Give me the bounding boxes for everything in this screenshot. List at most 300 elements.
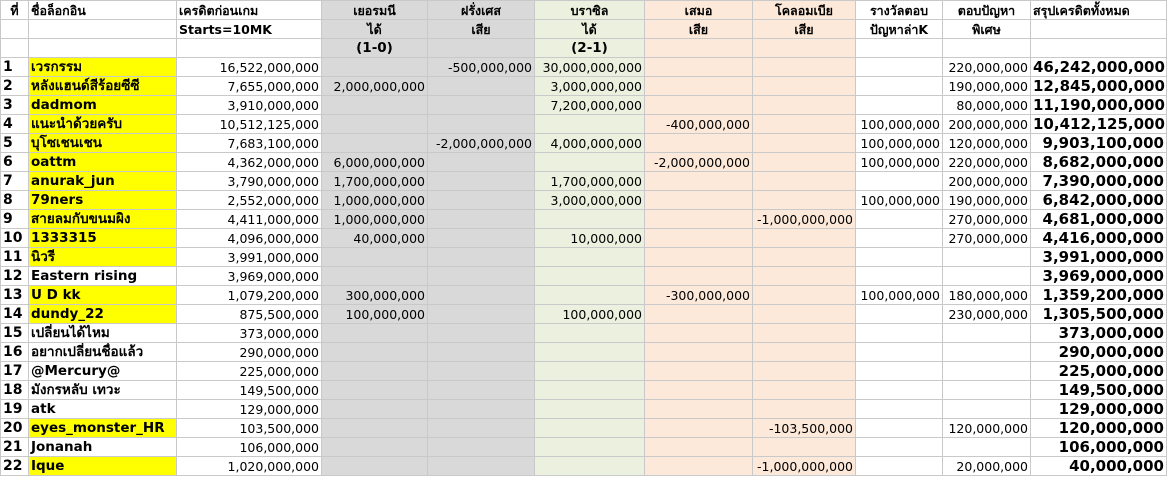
table-row bbox=[1, 58, 1167, 77]
cell-total[interactable]: 46,242,000,000 bbox=[1031, 58, 1167, 77]
header-draw-result: เสีย bbox=[645, 20, 753, 39]
cell-index[interactable]: 7 bbox=[1, 172, 29, 191]
cell-total[interactable]: 6,842,000,000 bbox=[1031, 191, 1167, 210]
cell-germany[interactable]: 1,700,000,000 bbox=[322, 172, 428, 191]
cell-colombia[interactable] bbox=[753, 267, 856, 286]
cell-brazil[interactable] bbox=[535, 324, 645, 343]
cell-login-name[interactable]: Jonanah bbox=[29, 438, 177, 457]
cell-draw[interactable] bbox=[645, 419, 753, 438]
cell-total[interactable]: 3,969,000,000 bbox=[1031, 267, 1167, 286]
cell-start-credit[interactable]: 106,000,000 bbox=[177, 438, 322, 457]
cell-colombia[interactable] bbox=[753, 58, 856, 77]
cell-login-name[interactable]: อยากเปลี่ยนชื่อแล้ว bbox=[29, 343, 177, 362]
cell-index[interactable]: 1 bbox=[1, 58, 29, 77]
cell-germany[interactable] bbox=[322, 457, 428, 476]
cell-france[interactable] bbox=[428, 343, 535, 362]
cell-start-credit[interactable]: 3,991,000,000 bbox=[177, 248, 322, 267]
cell-index[interactable]: 6 bbox=[1, 153, 29, 172]
cell-draw[interactable] bbox=[645, 229, 753, 248]
cell-brazil[interactable] bbox=[535, 153, 645, 172]
cell-germany[interactable] bbox=[322, 96, 428, 115]
header-germany-result: ได้ bbox=[322, 20, 428, 39]
cell-germany[interactable]: 6,000,000,000 bbox=[322, 153, 428, 172]
cell-colombia[interactable]: -1,000,000,000 bbox=[753, 210, 856, 229]
cell-colombia[interactable] bbox=[753, 172, 856, 191]
header-brazil-score: (2-1) bbox=[535, 39, 645, 58]
cell-draw[interactable] bbox=[645, 457, 753, 476]
cell-germany[interactable] bbox=[322, 343, 428, 362]
cell-total[interactable]: 1,359,200,000 bbox=[1031, 286, 1167, 305]
cell-france[interactable] bbox=[428, 77, 535, 96]
cell-total[interactable]: 129,000,000 bbox=[1031, 400, 1167, 419]
cell-index[interactable]: 8 bbox=[1, 191, 29, 210]
cell-reward[interactable]: 100,000,000 bbox=[856, 115, 943, 134]
cell-login-name[interactable]: บุโซเชนเชน bbox=[29, 134, 177, 153]
cell-special[interactable] bbox=[943, 343, 1031, 362]
cell-colombia[interactable] bbox=[753, 96, 856, 115]
cell-total[interactable]: 120,000,000 bbox=[1031, 419, 1167, 438]
cell-total[interactable]: 373,000,000 bbox=[1031, 324, 1167, 343]
cell-france[interactable] bbox=[428, 115, 535, 134]
table-row bbox=[1, 115, 1167, 134]
cell-brazil[interactable]: 3,000,000,000 bbox=[535, 77, 645, 96]
cell-draw[interactable] bbox=[645, 381, 753, 400]
table-row bbox=[1, 438, 1167, 457]
cell-special[interactable] bbox=[943, 362, 1031, 381]
cell-start-credit[interactable]: 103,500,000 bbox=[177, 419, 322, 438]
cell-germany[interactable]: 40,000,000 bbox=[322, 229, 428, 248]
header-empty bbox=[943, 39, 1031, 58]
cell-login-name[interactable]: เปลี่ยนได้ไหม bbox=[29, 324, 177, 343]
cell-germany[interactable] bbox=[322, 419, 428, 438]
cell-germany[interactable]: 1,000,000,000 bbox=[322, 210, 428, 229]
cell-draw[interactable] bbox=[645, 362, 753, 381]
header-start-credit: เครดิตก่อนเกม bbox=[177, 1, 322, 20]
cell-brazil[interactable] bbox=[535, 362, 645, 381]
cell-france[interactable] bbox=[428, 286, 535, 305]
cell-reward[interactable] bbox=[856, 457, 943, 476]
cell-index[interactable]: 4 bbox=[1, 115, 29, 134]
table-row bbox=[1, 381, 1167, 400]
cell-draw[interactable] bbox=[645, 324, 753, 343]
cell-total[interactable]: 8,682,000,000 bbox=[1031, 153, 1167, 172]
cell-colombia[interactable] bbox=[753, 77, 856, 96]
cell-germany[interactable] bbox=[322, 400, 428, 419]
cell-special[interactable]: 270,000,000 bbox=[943, 210, 1031, 229]
cell-colombia[interactable] bbox=[753, 248, 856, 267]
cell-start-credit[interactable]: 290,000,000 bbox=[177, 343, 322, 362]
cell-total[interactable]: 3,991,000,000 bbox=[1031, 248, 1167, 267]
cell-start-credit[interactable]: 373,000,000 bbox=[177, 324, 322, 343]
cell-draw[interactable] bbox=[645, 438, 753, 457]
cell-start-credit[interactable]: 4,411,000,000 bbox=[177, 210, 322, 229]
cell-france[interactable] bbox=[428, 248, 535, 267]
cell-draw[interactable] bbox=[645, 343, 753, 362]
cell-special[interactable]: 190,000,000 bbox=[943, 77, 1031, 96]
header-row-2 bbox=[1, 20, 1167, 39]
cell-germany[interactable]: 100,000,000 bbox=[322, 305, 428, 324]
cell-germany[interactable] bbox=[322, 362, 428, 381]
cell-colombia[interactable] bbox=[753, 381, 856, 400]
cell-france[interactable] bbox=[428, 153, 535, 172]
cell-special[interactable] bbox=[943, 381, 1031, 400]
cell-total[interactable]: 225,000,000 bbox=[1031, 362, 1167, 381]
cell-total[interactable]: 40,000,000 bbox=[1031, 457, 1167, 476]
cell-draw[interactable]: -300,000,000 bbox=[645, 286, 753, 305]
cell-brazil[interactable] bbox=[535, 248, 645, 267]
cell-colombia[interactable] bbox=[753, 438, 856, 457]
cell-brazil[interactable]: 3,000,000,000 bbox=[535, 191, 645, 210]
cell-total[interactable]: 11,190,000,000 bbox=[1031, 96, 1167, 115]
header-empty bbox=[1, 20, 29, 39]
table-row bbox=[1, 419, 1167, 438]
cell-reward[interactable] bbox=[856, 210, 943, 229]
header-index: ที่ bbox=[1, 1, 29, 20]
cell-france[interactable]: -500,000,000 bbox=[428, 58, 535, 77]
cell-draw[interactable] bbox=[645, 210, 753, 229]
header-special: ตอบปัญหา bbox=[943, 1, 1031, 20]
cell-germany[interactable]: 2,000,000,000 bbox=[322, 77, 428, 96]
cell-reward[interactable]: 100,000,000 bbox=[856, 191, 943, 210]
header-empty bbox=[29, 39, 177, 58]
cell-total[interactable]: 106,000,000 bbox=[1031, 438, 1167, 457]
cell-total[interactable]: 4,416,000,000 bbox=[1031, 229, 1167, 248]
cell-brazil[interactable] bbox=[535, 115, 645, 134]
header-france-result: เสีย bbox=[428, 20, 535, 39]
cell-index[interactable]: 10 bbox=[1, 229, 29, 248]
cell-total[interactable]: 149,500,000 bbox=[1031, 381, 1167, 400]
cell-special[interactable]: 220,000,000 bbox=[943, 153, 1031, 172]
cell-reward[interactable] bbox=[856, 229, 943, 248]
cell-special[interactable] bbox=[943, 267, 1031, 286]
cell-index[interactable]: 22 bbox=[1, 457, 29, 476]
cell-colombia[interactable] bbox=[753, 191, 856, 210]
header-empty bbox=[29, 20, 177, 39]
header-reward: รางวัลตอบ bbox=[856, 1, 943, 20]
cell-germany[interactable]: 1,000,000,000 bbox=[322, 191, 428, 210]
table-row bbox=[1, 457, 1167, 476]
cell-reward[interactable] bbox=[856, 267, 943, 286]
cell-france[interactable]: -2,000,000,000 bbox=[428, 134, 535, 153]
cell-login-name[interactable]: เวรกรรม bbox=[29, 58, 177, 77]
cell-germany[interactable] bbox=[322, 438, 428, 457]
cell-total[interactable]: 1,305,500,000 bbox=[1031, 305, 1167, 324]
cell-special[interactable] bbox=[943, 438, 1031, 457]
cell-special[interactable] bbox=[943, 248, 1031, 267]
cell-index[interactable]: 17 bbox=[1, 362, 29, 381]
cell-index[interactable]: 13 bbox=[1, 286, 29, 305]
cell-draw[interactable] bbox=[645, 58, 753, 77]
cell-reward[interactable]: 100,000,000 bbox=[856, 153, 943, 172]
cell-reward[interactable] bbox=[856, 343, 943, 362]
cell-special[interactable]: 230,000,000 bbox=[943, 305, 1031, 324]
table-row bbox=[1, 153, 1167, 172]
header-germany-score: (1-0) bbox=[322, 39, 428, 58]
table-row bbox=[1, 324, 1167, 343]
cell-germany[interactable] bbox=[322, 58, 428, 77]
cell-brazil[interactable]: 10,000,000 bbox=[535, 229, 645, 248]
cell-login-name[interactable]: นิวรี bbox=[29, 248, 177, 267]
cell-france[interactable] bbox=[428, 305, 535, 324]
table-row bbox=[1, 210, 1167, 229]
cell-special[interactable]: 220,000,000 bbox=[943, 58, 1031, 77]
header-empty bbox=[856, 39, 943, 58]
table-row bbox=[1, 191, 1167, 210]
cell-special[interactable]: 270,000,000 bbox=[943, 229, 1031, 248]
cell-reward[interactable] bbox=[856, 96, 943, 115]
table-row bbox=[1, 267, 1167, 286]
table-row bbox=[1, 400, 1167, 419]
cell-colombia[interactable] bbox=[753, 305, 856, 324]
cell-brazil[interactable]: 4,000,000,000 bbox=[535, 134, 645, 153]
cell-login-name[interactable]: Eastern rising bbox=[29, 267, 177, 286]
cell-reward[interactable]: 100,000,000 bbox=[856, 286, 943, 305]
cell-reward[interactable] bbox=[856, 58, 943, 77]
header-login: ชื่อล็อกอิน bbox=[29, 1, 177, 20]
cell-start-credit[interactable]: 16,522,000,000 bbox=[177, 58, 322, 77]
header-colombia-result: เสีย bbox=[753, 20, 856, 39]
header-empty bbox=[1031, 20, 1167, 39]
cell-draw[interactable] bbox=[645, 77, 753, 96]
cell-index[interactable]: 19 bbox=[1, 400, 29, 419]
header-start-note: Starts=10MK bbox=[177, 20, 322, 39]
table-row bbox=[1, 343, 1167, 362]
cell-start-credit[interactable]: 225,000,000 bbox=[177, 362, 322, 381]
header-empty bbox=[1031, 39, 1167, 58]
header-germany: เยอรมนี bbox=[322, 1, 428, 20]
cell-index[interactable]: 16 bbox=[1, 343, 29, 362]
cell-brazil[interactable] bbox=[535, 210, 645, 229]
cell-start-credit[interactable]: 3,969,000,000 bbox=[177, 267, 322, 286]
cell-index[interactable]: 18 bbox=[1, 381, 29, 400]
cell-draw[interactable] bbox=[645, 96, 753, 115]
cell-france[interactable] bbox=[428, 96, 535, 115]
cell-start-credit[interactable]: 1,079,200,000 bbox=[177, 286, 322, 305]
cell-total[interactable]: 290,000,000 bbox=[1031, 343, 1167, 362]
cell-brazil[interactable] bbox=[535, 286, 645, 305]
cell-germany[interactable] bbox=[322, 381, 428, 400]
cell-brazil[interactable] bbox=[535, 381, 645, 400]
cell-total[interactable]: 9,903,100,000 bbox=[1031, 134, 1167, 153]
header-colombia: โคลอมเบีย bbox=[753, 1, 856, 20]
cell-reward[interactable]: 100,000,000 bbox=[856, 134, 943, 153]
cell-france[interactable] bbox=[428, 229, 535, 248]
header-row-3 bbox=[1, 39, 1167, 58]
cell-germany[interactable] bbox=[322, 134, 428, 153]
cell-colombia[interactable] bbox=[753, 343, 856, 362]
cell-special[interactable]: 190,000,000 bbox=[943, 191, 1031, 210]
cell-start-credit[interactable]: 875,500,000 bbox=[177, 305, 322, 324]
cell-germany[interactable]: 300,000,000 bbox=[322, 286, 428, 305]
cell-brazil[interactable]: 7,200,000,000 bbox=[535, 96, 645, 115]
cell-start-credit[interactable]: 4,096,000,000 bbox=[177, 229, 322, 248]
cell-total[interactable]: 7,390,000,000 bbox=[1031, 172, 1167, 191]
cell-brazil[interactable] bbox=[535, 343, 645, 362]
header-special-2: พิเศษ bbox=[943, 20, 1031, 39]
cell-login-name[interactable]: หลังแฮนด์สีร้อยซีซี bbox=[29, 77, 177, 96]
cell-login-name[interactable]: oattm bbox=[29, 153, 177, 172]
cell-draw[interactable] bbox=[645, 191, 753, 210]
table-row bbox=[1, 248, 1167, 267]
cell-france[interactable] bbox=[428, 324, 535, 343]
cell-germany[interactable] bbox=[322, 267, 428, 286]
cell-start-credit[interactable]: 3,910,000,000 bbox=[177, 96, 322, 115]
cell-colombia[interactable] bbox=[753, 362, 856, 381]
cell-index[interactable]: 20 bbox=[1, 419, 29, 438]
cell-colombia[interactable]: -1,000,000,000 bbox=[753, 457, 856, 476]
table-row bbox=[1, 172, 1167, 191]
cell-france[interactable] bbox=[428, 419, 535, 438]
cell-reward[interactable] bbox=[856, 381, 943, 400]
cell-draw[interactable] bbox=[645, 172, 753, 191]
cell-index[interactable]: 2 bbox=[1, 77, 29, 96]
cell-reward[interactable] bbox=[856, 77, 943, 96]
header-france: ฝรั่งเศส bbox=[428, 1, 535, 20]
cell-draw[interactable]: -400,000,000 bbox=[645, 115, 753, 134]
cell-draw[interactable] bbox=[645, 134, 753, 153]
cell-index[interactable]: 21 bbox=[1, 438, 29, 457]
cell-france[interactable] bbox=[428, 172, 535, 191]
table-row bbox=[1, 77, 1167, 96]
cell-reward[interactable] bbox=[856, 400, 943, 419]
cell-germany[interactable] bbox=[322, 324, 428, 343]
header-row-1 bbox=[1, 1, 1167, 20]
cell-colombia[interactable] bbox=[753, 115, 856, 134]
cell-colombia[interactable]: -103,500,000 bbox=[753, 419, 856, 438]
header-draw: เสมอ bbox=[645, 1, 753, 20]
cell-france[interactable] bbox=[428, 210, 535, 229]
cell-reward[interactable] bbox=[856, 324, 943, 343]
cell-brazil[interactable] bbox=[535, 267, 645, 286]
cell-special[interactable]: 200,000,000 bbox=[943, 115, 1031, 134]
cell-start-credit[interactable]: 10,512,125,000 bbox=[177, 115, 322, 134]
cell-index[interactable]: 5 bbox=[1, 134, 29, 153]
header-empty bbox=[177, 39, 322, 58]
cell-brazil[interactable]: 1,700,000,000 bbox=[535, 172, 645, 191]
cell-colombia[interactable] bbox=[753, 324, 856, 343]
cell-login-name[interactable]: anurak_jun bbox=[29, 172, 177, 191]
table-row bbox=[1, 362, 1167, 381]
cell-draw[interactable] bbox=[645, 267, 753, 286]
cell-brazil[interactable]: 100,000,000 bbox=[535, 305, 645, 324]
cell-login-name[interactable]: สายลมกับขนมผิง bbox=[29, 210, 177, 229]
cell-brazil[interactable]: 30,000,000,000 bbox=[535, 58, 645, 77]
cell-france[interactable] bbox=[428, 457, 535, 476]
header-empty bbox=[428, 39, 535, 58]
cell-start-credit[interactable]: 2,552,000,000 bbox=[177, 191, 322, 210]
cell-reward[interactable] bbox=[856, 172, 943, 191]
cell-index[interactable]: 11 bbox=[1, 248, 29, 267]
header-empty bbox=[1, 39, 29, 58]
cell-login-name[interactable]: dadmom bbox=[29, 96, 177, 115]
cell-index[interactable]: 15 bbox=[1, 324, 29, 343]
cell-brazil[interactable] bbox=[535, 400, 645, 419]
cell-brazil[interactable] bbox=[535, 419, 645, 438]
cell-reward[interactable] bbox=[856, 305, 943, 324]
cell-total[interactable]: 12,845,000,000 bbox=[1031, 77, 1167, 96]
cell-login-name[interactable]: atk bbox=[29, 400, 177, 419]
cell-index[interactable]: 3 bbox=[1, 96, 29, 115]
cell-brazil[interactable] bbox=[535, 438, 645, 457]
table-row bbox=[1, 96, 1167, 115]
cell-france[interactable] bbox=[428, 400, 535, 419]
cell-total[interactable]: 4,681,000,000 bbox=[1031, 210, 1167, 229]
header-total: สรุปเครดิตทั้งหมด bbox=[1031, 1, 1167, 20]
cell-login-name[interactable]: eyes_monster_HR bbox=[29, 419, 177, 438]
cell-special[interactable]: 200,000,000 bbox=[943, 172, 1031, 191]
cell-special[interactable]: 120,000,000 bbox=[943, 419, 1031, 438]
cell-special[interactable] bbox=[943, 400, 1031, 419]
cell-start-credit[interactable]: 4,362,000,000 bbox=[177, 153, 322, 172]
cell-index[interactable]: 14 bbox=[1, 305, 29, 324]
cell-germany[interactable] bbox=[322, 115, 428, 134]
cell-colombia[interactable] bbox=[753, 229, 856, 248]
cell-colombia[interactable] bbox=[753, 286, 856, 305]
table-row bbox=[1, 229, 1167, 248]
cell-login-name[interactable]: dundy_22 bbox=[29, 305, 177, 324]
cell-login-name[interactable]: Ique bbox=[29, 457, 177, 476]
cell-index[interactable]: 12 bbox=[1, 267, 29, 286]
cell-start-credit[interactable]: 3,790,000,000 bbox=[177, 172, 322, 191]
cell-start-credit[interactable]: 129,000,000 bbox=[177, 400, 322, 419]
cell-start-credit[interactable]: 7,655,000,000 bbox=[177, 77, 322, 96]
cell-france[interactable] bbox=[428, 438, 535, 457]
cell-login-name[interactable]: U D kk bbox=[29, 286, 177, 305]
cell-special[interactable]: 180,000,000 bbox=[943, 286, 1031, 305]
cell-login-name[interactable]: @Mercury@ bbox=[29, 362, 177, 381]
cell-special[interactable]: 80,000,000 bbox=[943, 96, 1031, 115]
cell-draw[interactable] bbox=[645, 400, 753, 419]
cell-special[interactable]: 20,000,000 bbox=[943, 457, 1031, 476]
table-row bbox=[1, 286, 1167, 305]
cell-login-name[interactable]: 1333315 bbox=[29, 229, 177, 248]
cell-total[interactable]: 10,412,125,000 bbox=[1031, 115, 1167, 134]
table-row bbox=[1, 134, 1167, 153]
cell-draw[interactable] bbox=[645, 248, 753, 267]
cell-login-name[interactable]: แนะนำด้วยครับ bbox=[29, 115, 177, 134]
cell-index[interactable]: 9 bbox=[1, 210, 29, 229]
cell-france[interactable] bbox=[428, 191, 535, 210]
cell-reward[interactable] bbox=[856, 419, 943, 438]
cell-login-name[interactable]: 79ners bbox=[29, 191, 177, 210]
cell-colombia[interactable] bbox=[753, 400, 856, 419]
cell-login-name[interactable]: มังกรหลับ เทวะ bbox=[29, 381, 177, 400]
header-empty bbox=[645, 39, 753, 58]
cell-special[interactable] bbox=[943, 324, 1031, 343]
cell-colombia[interactable] bbox=[753, 153, 856, 172]
cell-reward[interactable] bbox=[856, 362, 943, 381]
header-empty bbox=[753, 39, 856, 58]
table-row bbox=[1, 305, 1167, 324]
cell-start-credit[interactable]: 7,683,100,000 bbox=[177, 134, 322, 153]
cell-colombia[interactable] bbox=[753, 134, 856, 153]
cell-france[interactable] bbox=[428, 362, 535, 381]
cell-germany[interactable] bbox=[322, 248, 428, 267]
cell-reward[interactable] bbox=[856, 438, 943, 457]
cell-draw[interactable] bbox=[645, 305, 753, 324]
cell-start-credit[interactable]: 1,020,000,000 bbox=[177, 457, 322, 476]
cell-france[interactable] bbox=[428, 381, 535, 400]
table-body bbox=[1, 58, 1167, 476]
cell-brazil[interactable] bbox=[535, 457, 645, 476]
cell-draw[interactable]: -2,000,000,000 bbox=[645, 153, 753, 172]
cell-reward[interactable] bbox=[856, 248, 943, 267]
header-reward-2: ปัญหาล่าK bbox=[856, 20, 943, 39]
cell-france[interactable] bbox=[428, 267, 535, 286]
cell-special[interactable]: 120,000,000 bbox=[943, 134, 1031, 153]
cell-start-credit[interactable]: 149,500,000 bbox=[177, 381, 322, 400]
header-brazil-result: ได้ bbox=[535, 20, 645, 39]
